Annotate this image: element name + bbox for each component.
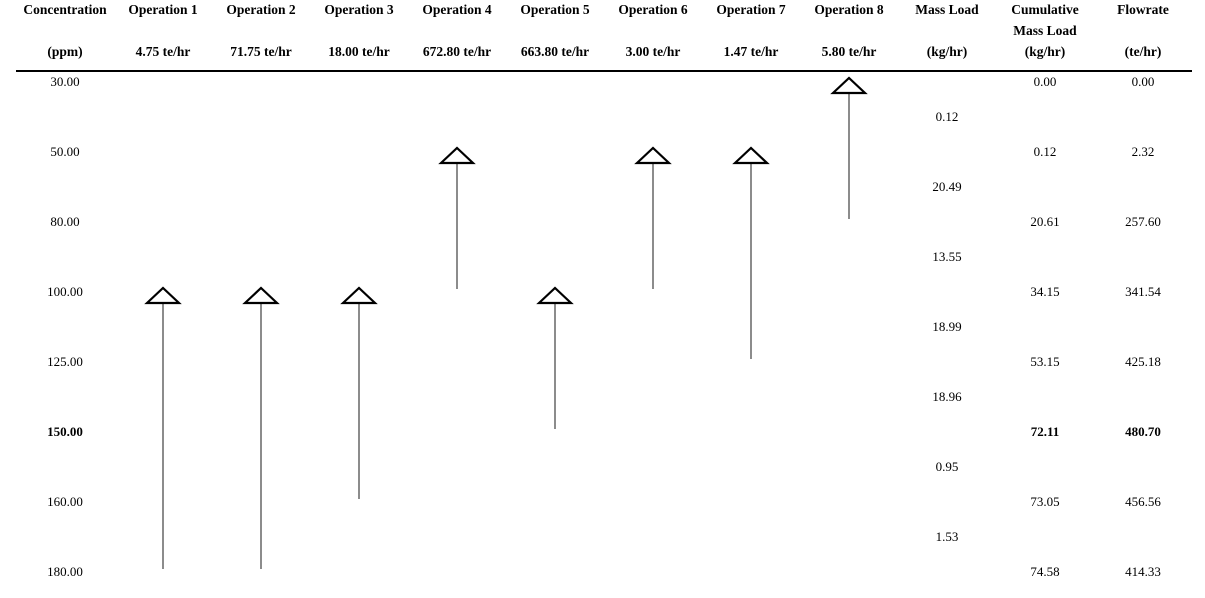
operation-arrow-8 bbox=[833, 78, 865, 219]
concentration-level-label: 50.00 bbox=[50, 144, 80, 159]
cumulative-mass-load-value: 72.11 bbox=[1030, 424, 1060, 439]
operation-arrow-2 bbox=[245, 288, 277, 569]
header-operation-6-unit: 3.00 te/hr bbox=[625, 44, 681, 59]
flowrate-value: 341.54 bbox=[1125, 284, 1161, 299]
operation-arrow-head bbox=[539, 288, 571, 303]
operation-arrow-7 bbox=[735, 148, 767, 359]
operation-arrow-head bbox=[245, 288, 277, 303]
interval-mass-load-value: 18.96 bbox=[932, 389, 962, 404]
operation-arrow-6 bbox=[637, 148, 669, 289]
operation-arrow-5 bbox=[539, 288, 571, 429]
header-concentration-title: Concentration bbox=[23, 2, 107, 17]
header-operation-1-title: Operation 1 bbox=[128, 2, 198, 17]
cumulative-mass-load-value: 73.05 bbox=[1030, 494, 1060, 509]
interval-mass-load-value: 13.55 bbox=[932, 249, 962, 264]
cumulative-mass-load-value: 34.15 bbox=[1030, 284, 1060, 299]
operation-arrow-head bbox=[735, 148, 767, 163]
header-cumulative-mass-load-title: Cumulative bbox=[1011, 2, 1079, 17]
interval-mass-load-value: 20.49 bbox=[932, 179, 962, 194]
concentration-level-label: 180.00 bbox=[47, 564, 83, 579]
operation-arrow-4 bbox=[441, 148, 473, 289]
flowrate-value: 257.60 bbox=[1125, 214, 1161, 229]
header-operation-4-unit: 672.80 te/hr bbox=[422, 44, 492, 59]
header-operation-2-title: Operation 2 bbox=[226, 2, 296, 17]
operation-arrow-1 bbox=[147, 288, 179, 569]
header-operation-1-unit: 4.75 te/hr bbox=[135, 44, 191, 59]
flowrate-value: 480.70 bbox=[1125, 424, 1161, 439]
cumulative-mass-load-value: 20.61 bbox=[1030, 214, 1060, 229]
header-operation-7-unit: 1.47 te/hr bbox=[723, 44, 779, 59]
cumulative-mass-load-value: 53.15 bbox=[1030, 354, 1060, 369]
header-mass-load-unit: (kg/hr) bbox=[926, 44, 968, 59]
header-operation-5-unit: 663.80 te/hr bbox=[520, 44, 590, 59]
operation-arrow-head bbox=[637, 148, 669, 163]
operation-arrow-head bbox=[441, 148, 473, 163]
flowrate-value: 425.18 bbox=[1125, 354, 1161, 369]
header-mass-load-title: Mass Load bbox=[915, 2, 979, 17]
header-operation-2-unit: 71.75 te/hr bbox=[230, 44, 292, 59]
header-operation-6-title: Operation 6 bbox=[618, 2, 688, 17]
operation-arrow-head bbox=[147, 288, 179, 303]
header-operation-3-title: Operation 3 bbox=[324, 2, 394, 17]
header-concentration-unit: (ppm) bbox=[47, 44, 83, 59]
header-cumulative-mass-load-unit: (kg/hr) bbox=[1024, 44, 1066, 59]
header-operation-7-title: Operation 7 bbox=[716, 2, 786, 17]
interval-mass-load-value: 18.99 bbox=[932, 319, 962, 334]
concentration-level-label: 30.00 bbox=[50, 74, 80, 89]
header-operation-8-unit: 5.80 te/hr bbox=[821, 44, 877, 59]
header-operation-4-title: Operation 4 bbox=[422, 2, 492, 17]
concentration-level-label: 150.00 bbox=[47, 424, 83, 439]
header-flowrate-title: Flowrate bbox=[1117, 2, 1169, 17]
concentration-level-label: 160.00 bbox=[47, 494, 83, 509]
header-cumulative-mass-load-title2: Mass Load bbox=[1013, 23, 1077, 38]
flowrate-value: 2.32 bbox=[1131, 144, 1155, 159]
cumulative-mass-load-value: 0.00 bbox=[1033, 74, 1057, 89]
flowrate-value: 414.33 bbox=[1125, 564, 1161, 579]
operation-arrow-head bbox=[833, 78, 865, 93]
interval-mass-load-value: 0.12 bbox=[935, 109, 959, 124]
operation-arrow-head bbox=[343, 288, 375, 303]
flowrate-value: 456.56 bbox=[1125, 494, 1161, 509]
header-flowrate-unit: (te/hr) bbox=[1124, 44, 1162, 59]
flowrate-value: 0.00 bbox=[1131, 74, 1155, 89]
concentration-level-label: 125.00 bbox=[47, 354, 83, 369]
cumulative-mass-load-value: 74.58 bbox=[1030, 564, 1060, 579]
concentration-level-label: 100.00 bbox=[47, 284, 83, 299]
header-operation-3-unit: 18.00 te/hr bbox=[328, 44, 390, 59]
concentration-level-label: 80.00 bbox=[50, 214, 80, 229]
header-operation-8-title: Operation 8 bbox=[814, 2, 884, 17]
cumulative-mass-load-value: 0.12 bbox=[1033, 144, 1057, 159]
interval-mass-load-value: 0.95 bbox=[935, 459, 959, 474]
operation-arrow-3 bbox=[343, 288, 375, 499]
interval-mass-load-value: 1.53 bbox=[935, 529, 959, 544]
header-operation-5-title: Operation 5 bbox=[520, 2, 590, 17]
